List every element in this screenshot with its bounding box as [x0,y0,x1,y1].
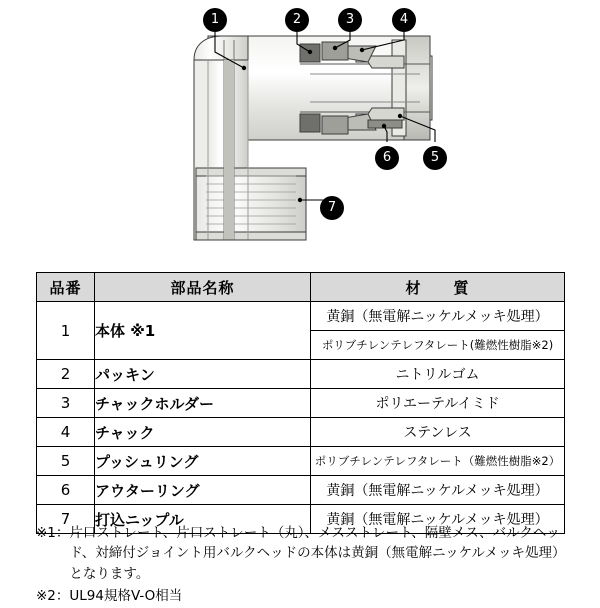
footnotes [36,523,570,608]
table-row [37,360,565,389]
cell-material: 黄銅（無電解ニッケルメッキ処理） [311,505,565,534]
cell-part-name: アウターリング [95,476,311,505]
footnote-2 [36,586,570,606]
footnote-1-label: ※1： [36,525,70,541]
callout-2: 2 [285,8,309,32]
cell-part-no: 2 [37,360,95,389]
callout-5: 5 [423,146,447,170]
footnote-1-text: 片口ストレート、片口ストレート（丸）、メスストレート、隔壁メス、バルクヘッド、対締付ジョイント用バルクヘッドの本体は黄銅（無電解ニッケルメッキ処理）となります。 [69,525,566,582]
table-row [37,389,565,418]
cell-part-name: プッシュリング [95,447,311,476]
chuck-holder-lower [322,116,348,134]
header-material: 材 質 [311,273,565,302]
parts-table [36,272,565,534]
cell-part-no: 4 [37,418,95,447]
cell-material-alt: ポリブチレンテレフタレート(難燃性樹脂※2) [311,331,565,360]
header-part-no: 品番 [37,273,95,302]
elbow-corner [194,36,248,60]
cell-part-name: チャック [95,418,311,447]
cell-part-name: 打込ニップル [95,505,311,534]
cell-material: 黄銅（無電解ニッケルメッキ処理） [311,302,565,331]
cell-part-name: チャックホルダー [95,389,311,418]
callout-7: 7 [320,196,344,220]
nipple-body [196,168,306,240]
end-collar [404,36,430,140]
header-part-name: 部品名称 [95,273,311,302]
table-header-row [37,273,565,302]
parts-table-wrapper [36,272,564,534]
fitting-cross-section-diagram [0,0,600,268]
cell-material: ポリエーテルイミド [311,389,565,418]
table-row [37,302,565,331]
cell-material: ポリブチレンテレフタレート（難燃性樹脂※2） [311,447,565,476]
cell-part-no: 7 [37,505,95,534]
footnote-1 [36,523,570,584]
callout-6: 6 [375,146,399,170]
footnote-2-text: UL94規格V-O相当 [69,587,183,604]
cell-material: ステンレス [311,418,565,447]
table-row [37,418,565,447]
packing-lower [300,114,320,132]
cell-part-no: 5 [37,447,95,476]
cell-part-name: 本体 ※1 [95,302,311,360]
cell-material: ニトリルゴム [311,360,565,389]
cell-part-no: 1 [37,302,95,360]
callout-3: 3 [338,8,362,32]
table-row [37,447,565,476]
cell-part-name: パッキン [95,360,311,389]
fitting-drawing [0,0,600,268]
footnote-2-label: ※2： [36,587,70,604]
cell-material: 黄銅（無電解ニッケルメッキ処理） [311,476,565,505]
cell-part-no: 6 [37,476,95,505]
callout-4: 4 [392,8,416,32]
cell-part-no: 3 [37,389,95,418]
table-row [37,476,565,505]
callout-1: 1 [203,8,227,32]
chuck-holder-upper [322,42,348,60]
